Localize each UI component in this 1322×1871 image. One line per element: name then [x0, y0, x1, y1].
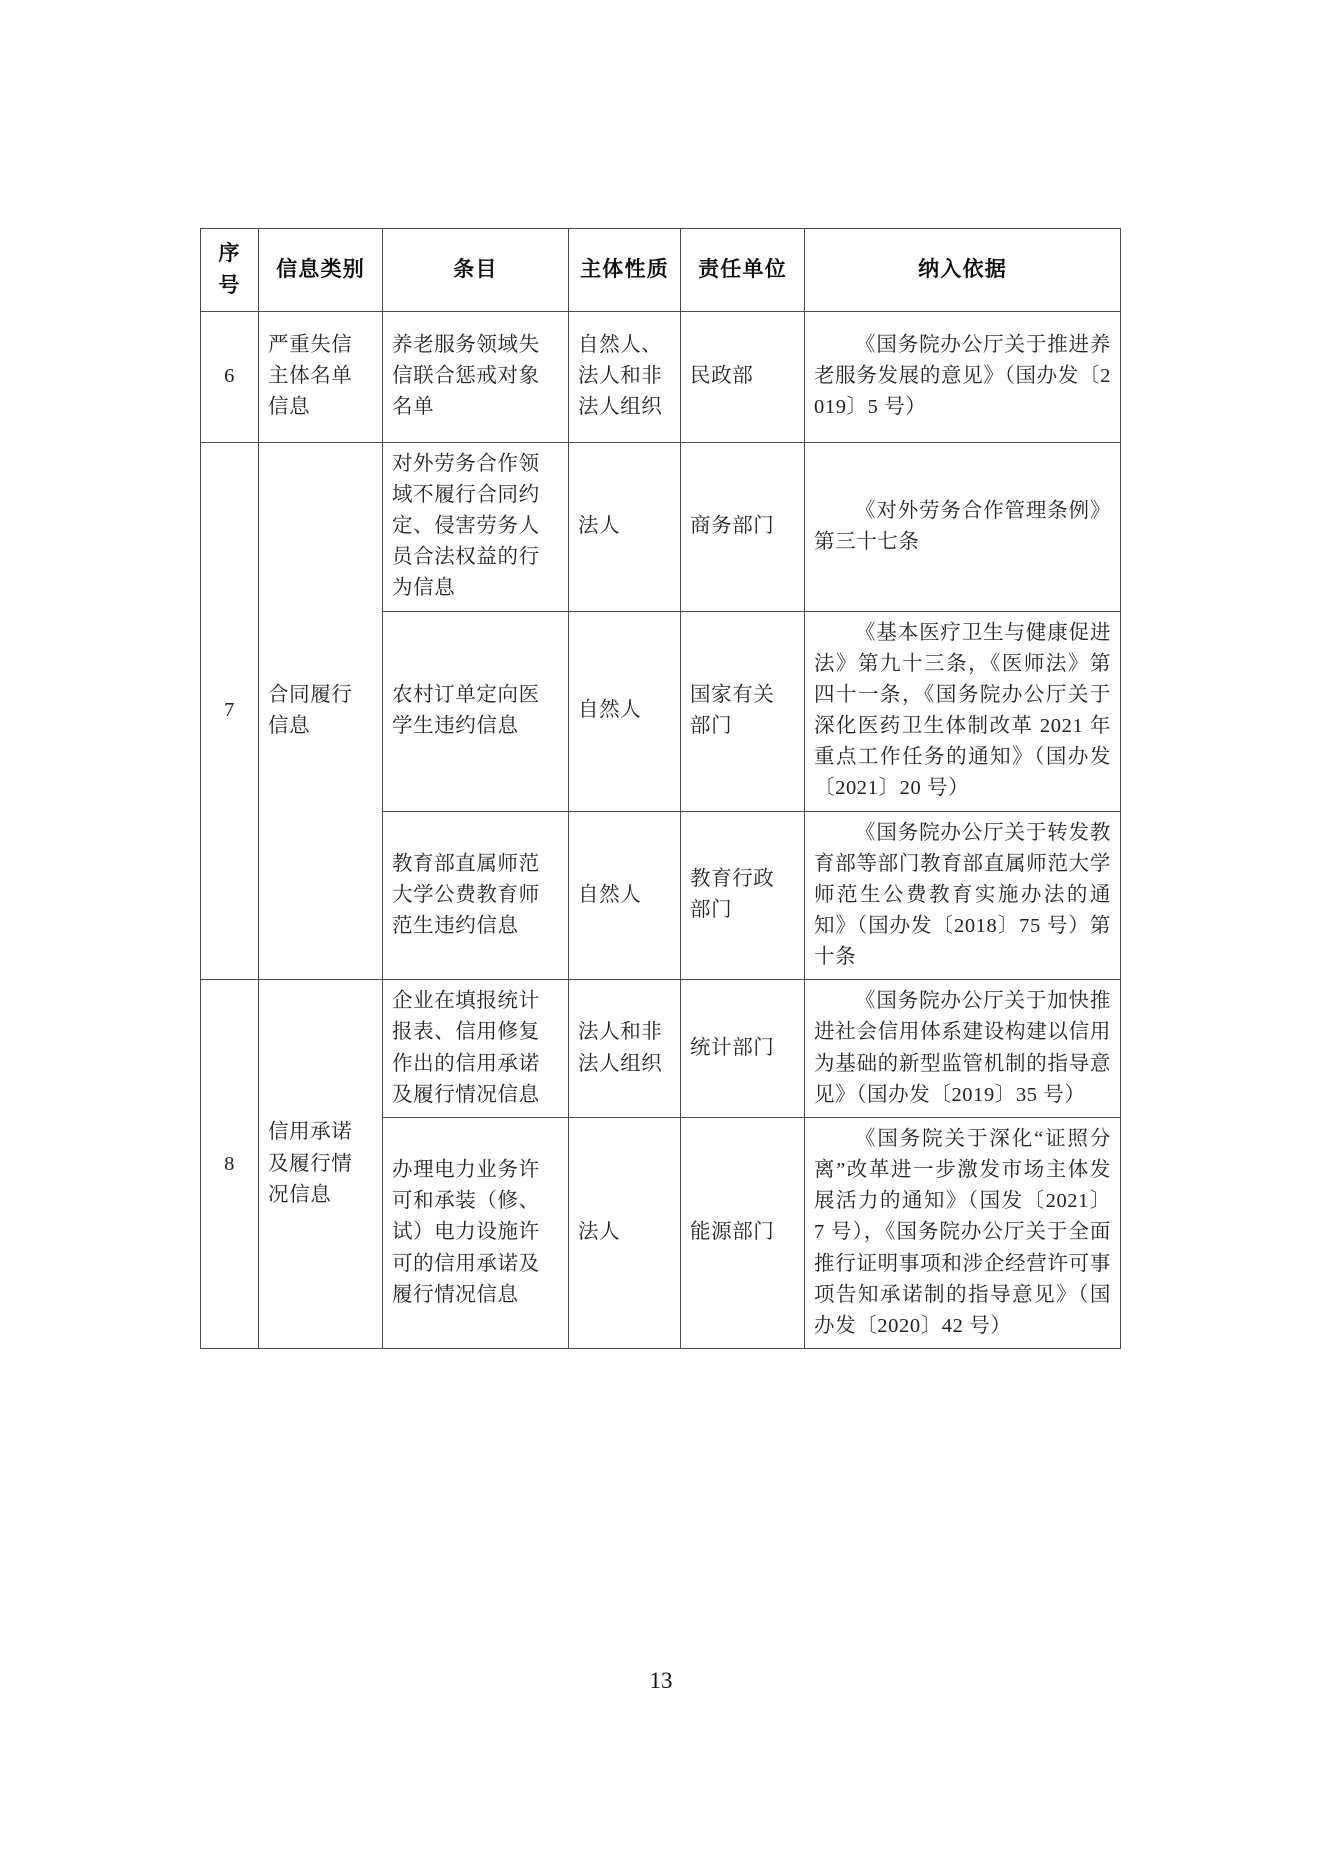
credit-information-catalog-table-wrapper	[200, 228, 1120, 1349]
cell-category: 严重失信主体名单信息	[259, 311, 383, 442]
cell-item: 农村订单定向医学生违约信息	[383, 611, 569, 811]
table-row	[201, 311, 1121, 442]
column-header-category: 信息类别	[259, 229, 383, 312]
cell-item: 教育部直属师范大学公费教育师范生违约信息	[383, 811, 569, 980]
column-header-sequence	[201, 229, 259, 312]
column-header-subject-nature: 主体性质	[569, 229, 681, 312]
cell-responsible-unit: 商务部门	[681, 442, 805, 611]
cell-category: 信用承诺及履行情况信息	[259, 980, 383, 1349]
cell-responsible-unit: 教育行政部门	[681, 811, 805, 980]
cell-responsible-unit: 能源部门	[681, 1117, 805, 1348]
cell-sequence: 7	[201, 442, 259, 980]
table-header-row	[201, 229, 1121, 312]
cell-category: 合同履行信息	[259, 442, 383, 980]
cell-subject-nature: 法人	[569, 442, 681, 611]
cell-sequence: 6	[201, 311, 259, 442]
cell-responsible-unit: 民政部	[681, 311, 805, 442]
cell-item: 办理电力业务许可和承装（修、试）电力设施许可的信用承诺及履行情况信息	[383, 1117, 569, 1348]
cell-responsible-unit: 统计部门	[681, 980, 805, 1118]
cell-item: 对外劳务合作领域不履行合同约定、侵害劳务人员合法权益的行为信息	[383, 442, 569, 611]
cell-subject-nature: 法人	[569, 1117, 681, 1348]
cell-subject-nature: 法人和非法人组织	[569, 980, 681, 1118]
cell-inclusion-basis: 《基本医疗卫生与健康促进法》第九十三条，《医师法》第四十一条，《国务院办公厅关于深化医药卫生体制改革 2021 年重点工作任务的通知》（国办发〔2021〕20 号）	[805, 611, 1121, 811]
page-number: 13	[649, 1668, 673, 1693]
column-header-sequence-line1: 序	[218, 241, 241, 265]
cell-inclusion-basis: 《国务院关于深化“证照分离”改革进一步激发市场主体发展活力的通知》（国发〔2021〕7 号），《国务院办公厅关于全面推行证明事项和涉企经营许可事项告知承诺制的指导意见》（国办发〔2020〕42 号）	[805, 1117, 1121, 1348]
table-row	[201, 442, 1121, 611]
cell-sequence: 8	[201, 980, 259, 1349]
cell-subject-nature: 自然人	[569, 611, 681, 811]
column-header-sequence-line2: 号	[218, 272, 241, 297]
cell-subject-nature: 自然人、法人和非法人组织	[569, 311, 681, 442]
cell-inclusion-basis: 《国务院办公厅关于转发教育部等部门教育部直属师范大学师范生公费教育实施办法的通知》（国办发〔2018〕75 号）第十条	[805, 811, 1121, 980]
column-header-responsible-unit: 责任单位	[681, 229, 805, 312]
table-header	[201, 229, 1121, 312]
cell-responsible-unit: 国家有关部门	[681, 611, 805, 811]
table-row	[201, 980, 1121, 1118]
cell-inclusion-basis: 《国务院办公厅关于加快推进社会信用体系建设构建以信用为基础的新型监管机制的指导意见》（国办发〔2019〕35 号）	[805, 980, 1121, 1118]
cell-item: 企业在填报统计报表、信用修复作出的信用承诺及履行情况信息	[383, 980, 569, 1118]
column-header-inclusion-basis: 纳入依据	[805, 229, 1121, 312]
column-header-item: 条目	[383, 229, 569, 312]
cell-subject-nature: 自然人	[569, 811, 681, 980]
cell-inclusion-basis: 《对外劳务合作管理条例》第三十七条	[805, 442, 1121, 611]
cell-inclusion-basis: 《国务院办公厅关于推进养老服务发展的意见》（国办发〔2019〕5 号）	[805, 311, 1121, 442]
cell-item: 养老服务领域失信联合惩戒对象名单	[383, 311, 569, 442]
credit-information-catalog-table	[200, 228, 1121, 1349]
table-body	[201, 311, 1121, 1348]
